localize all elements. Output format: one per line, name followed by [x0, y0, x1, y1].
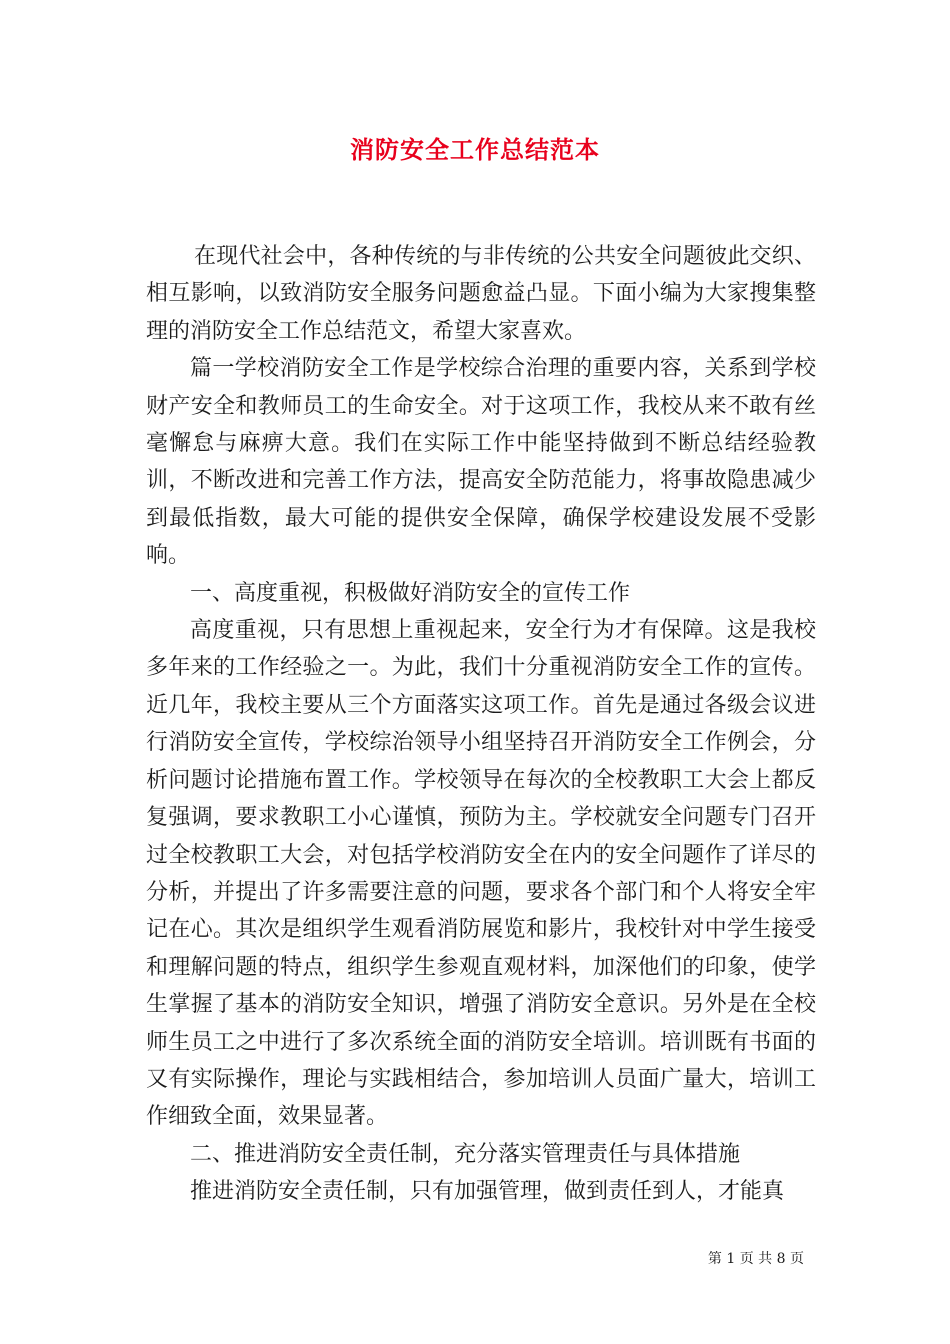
document-body — [146, 238, 816, 1211]
page-title: 消防安全工作总结范本 — [350, 135, 600, 164]
body-paragraph: 篇一学校消防安全工作是学校综合治理的重要内容，关系到学校财产安全和教师员工的生命安全。对于这项工作，我校从来不敢有丝毫懈怠与麻痹大意。我们在实际工作中能坚持做到不断总结经验教训，不断改进和完善工作方法，提高安全防范能力，将事故隐患减少到最低指数，最大可能的提供安全保障，确保学校建设发展不受影响。 — [146, 356, 816, 569]
intro-paragraph: 在现代社会中，各种传统的与非传统的公共安全问题彼此交织、相互影响，以致消防安全服务问题愈益凸显。下面小编为大家搜集整理的消防安全工作总结范文，希望大家喜欢。 — [146, 244, 816, 344]
page-number: 第 1 页 共 8 页 — [707, 1251, 804, 1267]
section-heading: 二、推进消防安全责任制，充分落实管理责任与具体措施 — [190, 1141, 741, 1167]
body-paragraph: 推进消防安全责任制，只有加强管理，做到责任到人，才能真 — [190, 1179, 785, 1205]
body-paragraph: 高度重视，只有思想上重视起来，安全行为才有保障。这是我校多年来的工作经验之一。为此，我们十分重视消防安全工作的宣传。近几年，我校主要从三个方面落实这项工作。首先是通过各级会议进行消防安全宣传，学校综治领导小组坚持召开消防安全工作例会，分析问题讨论措施布置工作。学校领导在每次的全校教职工大会上都反复强调，要求教职工小心谨慎，预防为主。学校就安全问题专门召开过全校教职工大会，对包括学校消防安全在内的安全问题作了详尽的分析，并提出了许多需要注意的问题，要求各个部门和个人将安全牢记在心。其次是组织学生观看消防展览和影片，我校针对中学生接受和理解问题的特点，组织学生参观直观材料，加深他们的印象，使学生掌握了基本的消防安全知识，增强了消防安全意识。另外是在全校师生员工之中进行了多次系统全面的消防安全培训。培训既有书面的又有实际操作，理论与实践相结合，参加培训人员面广量大，培训工作细致全面，效果显著。 — [146, 618, 816, 1130]
section-heading: 一、高度重视，积极做好消防安全的宣传工作 — [190, 580, 631, 606]
